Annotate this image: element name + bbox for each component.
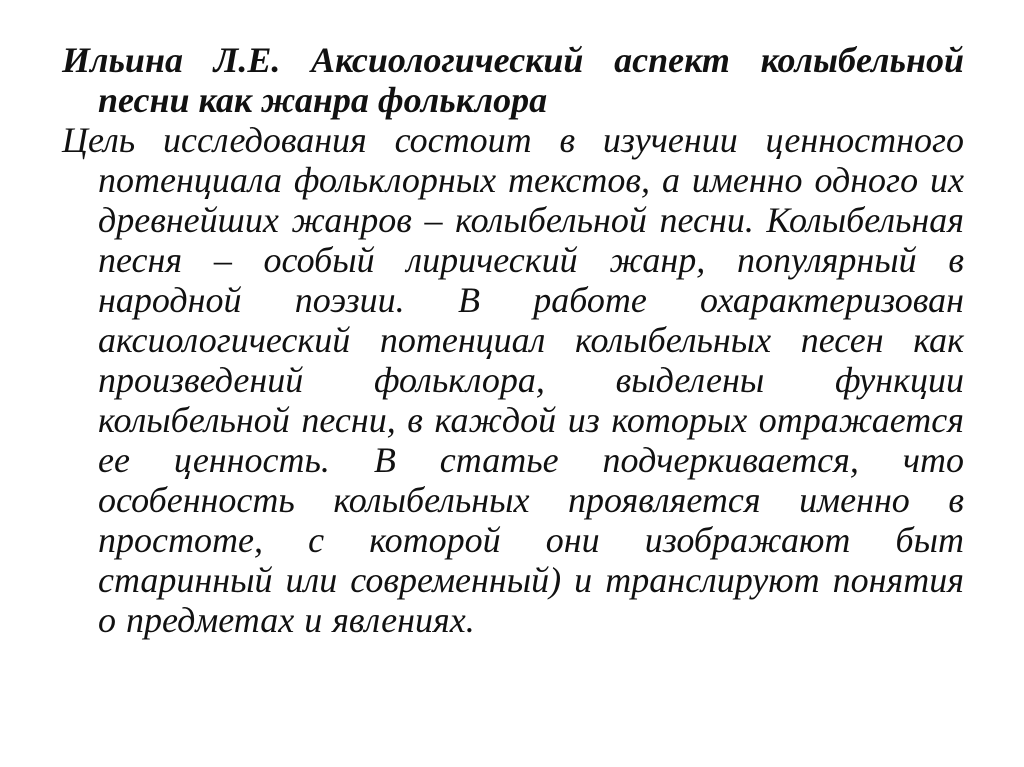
abstract-paragraph: Цель исследования состоит в изучении ценностного потенциала фольклорных текстов, а именно одного их древнейших жанров – колыбельной песни. Колыбельная песня – особый лирический жанр, популярный в народной поэзии. В работе охарактеризован аксиологический потенциал колыбельных песен как произведений фольклора, выделены функции колыбельной песни, в каждой из которых отражается ее ценность. В статье подчеркивается, что особенность колыбельных проявляется именно в простоте, с которой они изображают быт старинный или современный) и транслируют понятия о предметах и явлениях.: [62, 120, 964, 640]
slide-title: Ильина Л.Е. Аксиологический аспект колыбельной песни как жанра фольклора: [62, 40, 964, 120]
slide-content: [62, 40, 964, 640]
